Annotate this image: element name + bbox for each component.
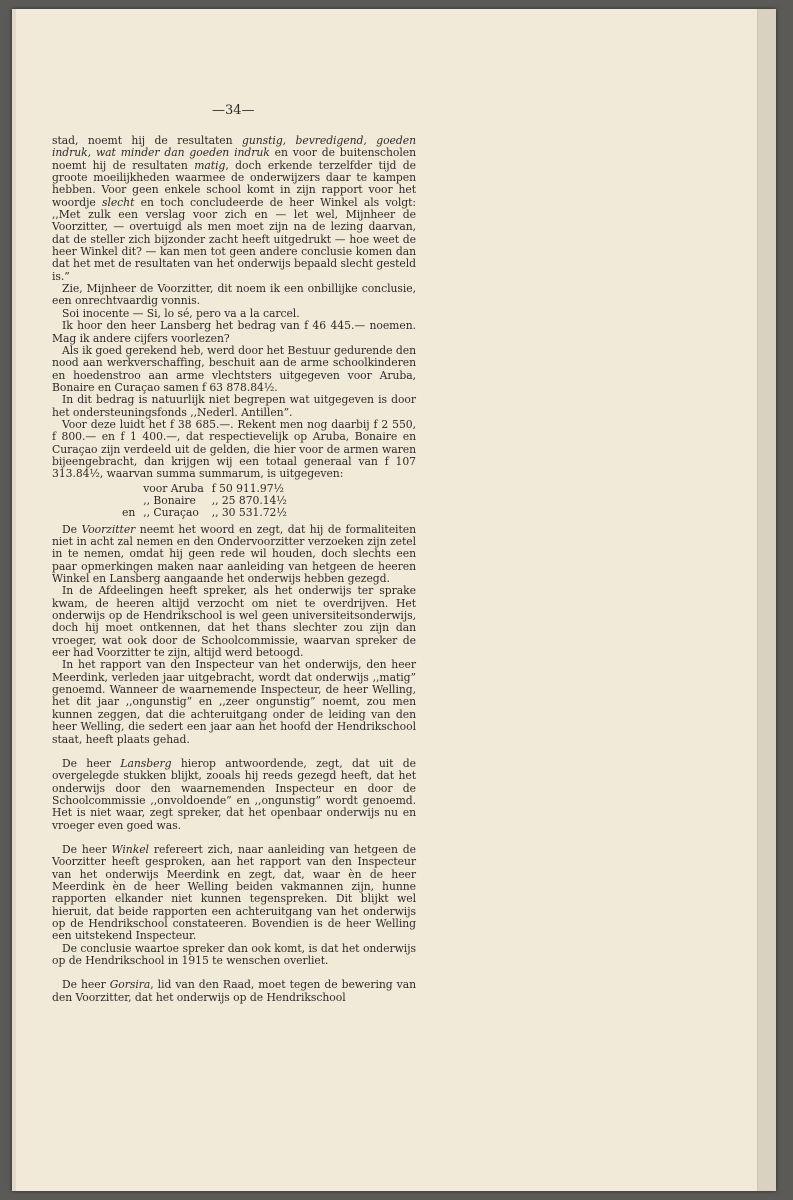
paragraph: stad, noemt hij de resultaten gunstig, bevredigend, goeden indruk, wat minder dan goeden indruk en voor de buitenscholen noemt hij de resultaten matig, doch erkende terzelfder tijd de groote moeilijkheden waarmee de onderwijzers daar te kampen hebben. Voor geen enkele school komt in zijn rapport voor het woordje slecht en toch concludeerde de heer Winkel als volgt: ,,Met zulk een verslag voor zich en — let wel, Mijnheer de Voorzitter, — overtuigd als men moet zijn na de lezing daarvan, dat de steller zich bijzonder zacht heeft uitgedrukt — hoe weet de heer Winkel dit? — kan men tot geen andere conclusie komen dan dat het met de resultaten van het onderwijs bepaald slecht gesteld is.” bbox=[52, 134, 416, 283]
paragraph: De conclusie waartoe spreker dan ook komt, is dat het onderwijs op de Hendrikschool in 1915 te wenschen overliet. bbox=[52, 941, 416, 967]
document-page bbox=[12, 9, 776, 1191]
sums-row: ,, Bonaire ,, 25 870.14½ bbox=[143, 493, 287, 507]
sums-row: voor Aruba f 50 911.97½ bbox=[143, 481, 284, 495]
sums-table bbox=[118, 483, 291, 520]
paragraph: In het rapport van den Inspecteur van het onderwijs, den heer Meerdink, verleden jaar uitgebracht, wordt dat onderwijs ,,matig” genoemd. Wanneer de waarnemende Inspecteur, de heer Welling, het dit jaar ,,ongunstig” en ,,zeer ongunstig” noemt, zou men kunnen zeggen, dat die achteruitgang onder de leiding van den heer Welling, die sedert een jaar aan het hoofd der Hendrikschool staat, heeft plaats gehad. bbox=[52, 658, 416, 746]
paragraph: In de Afdeelingen heeft spreker, als het onderwijs ter sprake kwam, de heeren altijd verzocht om niet te overdrijven. Het onderwijs op de Hendrikschool is wel geen universiteitsonderwijs, doch hij moet ontkennen, dat het thans slechter zou zijn dan vroeger, wat ook door de Schoolcommissie, waarvan spreker de eer had Voorzitter te zijn, altijd werd betoogd. bbox=[52, 584, 416, 660]
paragraph: Soi inocente — Si, lo sé, pero va a la carcel. bbox=[62, 306, 300, 320]
page-fold bbox=[12, 9, 16, 1191]
page-edge-strip bbox=[757, 9, 776, 1191]
paragraph: Als ik goed gerekend heb, werd door het Bestuur gedurende den nood aan werkverschaffing, beschuit aan de arme schoolkinderen en hoedenstroo aan arme vlechtsters uitgegeven voor Aruba, Bonaire en Curaçao samen f 63 878.84½. bbox=[52, 343, 416, 394]
paragraph: Ik hoor den heer Lansberg het bedrag van f 46 445.— noemen. Mag ik andere cijfers voorlezen? bbox=[52, 319, 416, 345]
sums-row: en ,, Curaçao ,, 30 531.72½ bbox=[122, 506, 287, 520]
paragraph: De heer Winkel refereert zich, naar aanleiding van hetgeen de Voorzitter heeft gesproken, aan het rapport van den Inspecteur van het onderwijs Meerdink en zegt, dat, waar èn de heer Meerdink èn de heer Welling beiden vakmannen zijn, hunne rapporten elkander niet kunnen tegenspreken. Dit blijkt wel hieruit, dat beide rapporten een achteruitgang van het onderwijs op de Hendrikschool constateeren. Bovendien is de heer Welling een uitstekend Inspecteur. bbox=[52, 842, 417, 943]
paragraph: Voor deze luidt het f 38 685.—. Rekent men nog daarbij f 2 550, f 800.— en f 1 400.—, dat respectievelijk op Aruba, Bonaire en Curaçao zijn verdeeld uit de gelden, die hier voor de armen waren bijeengebracht, dan krijgen wij een totaal generaal van f 107 313.84½, waarvan summa summarum, is uitgegeven: bbox=[52, 417, 416, 481]
paragraph: In dit bedrag is natuurlijk niet begrepen wat uitgegeven is door het ondersteuningsfonds ,,Nederl. Antillen”. bbox=[52, 393, 416, 419]
paragraph: De Voorzitter neemt het woord en zegt, dat hij de formaliteiten niet in acht zal nemen en den Ondervoorzitter verzoeken zijn zetel in te nemen, omdat hij geen rede wil houden, doch slechts een paar opmerkingen maken naar aanleiding van hetgeen de heeren Winkel en Lansberg aangaande het onderwijs hebben gezegd. bbox=[52, 522, 416, 586]
page-number: —34— bbox=[212, 103, 255, 118]
paragraph: Zie, Mijnheer de Voorzitter, dit noem ik een onbillijke conclusie, een onrechtvaardig vonnis. bbox=[52, 282, 416, 308]
paragraph: De heer Gorsira, lid van den Raad, moet tegen de bewering van den Voorzitter, dat het onderwijs op de Hendrikschool bbox=[52, 978, 416, 1004]
body-text bbox=[52, 135, 416, 1004]
paragraph: De heer Lansberg hierop antwoordende, zegt, dat uit de overgelegde stukken blijkt, zooals hij reeds gezegd heeft, dat het onderwijs door den waarnemenden Inspecteur en door de Schoolcommissie ,,onvoldoende” en ,,ongunstig” wordt genoemd. Het is niet waar, zegt spreker, dat het openbaar onderwijs nu en vroeger even goed was. bbox=[52, 756, 417, 832]
